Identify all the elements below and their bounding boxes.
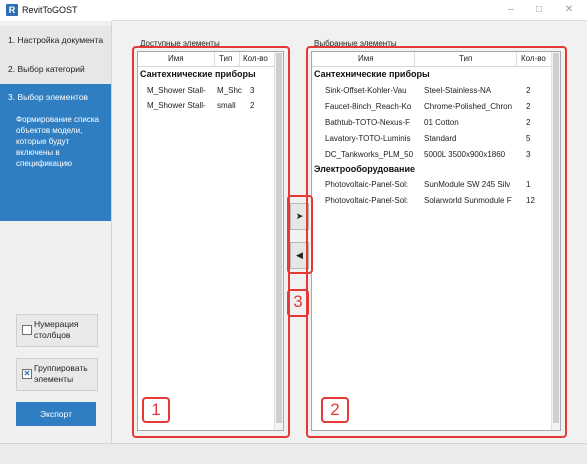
cell-type: Steel-Stainless-NA	[424, 86, 492, 95]
grouping-checkbox[interactable]: ✕	[23, 369, 31, 378]
step-description: Формирование списка объектов модели, которые будут включены в спецификацию	[16, 115, 99, 168]
cell-name: Lavatory-TOTO-Luminis	[325, 134, 411, 143]
cell-qty: 2	[526, 118, 531, 127]
group-header[interactable]: Сантехнические приборы	[314, 69, 430, 79]
maximize-button[interactable]: □	[535, 4, 543, 15]
callout-frame-selected	[306, 46, 567, 438]
group-header[interactable]: Сантехнические приборы	[140, 69, 256, 79]
cell-name: M_Shower Stall-	[147, 101, 206, 110]
cell-name: Sink-Offset-Kohler-Vau	[325, 86, 407, 95]
cell-qty: 12	[526, 196, 535, 205]
cell-type: 01 Cotton	[424, 118, 459, 127]
cell-qty: 3	[250, 86, 255, 95]
column-name[interactable]: Имя	[358, 54, 374, 63]
nav-item-element-selection[interactable]	[0, 84, 111, 221]
numbering-label: Нумерация столбцов	[34, 319, 79, 340]
cell-qty: 3	[526, 150, 531, 159]
cell-type: small	[217, 101, 236, 110]
cell-qty: 2	[526, 86, 531, 95]
close-button[interactable]: ✕	[564, 4, 574, 15]
add-to-selected-button[interactable]: ➤	[290, 203, 309, 230]
nav-item-document-settings[interactable]	[0, 26, 111, 56]
cell-type: 5000L 3500x900x1860	[424, 150, 506, 159]
numbering-checkbox[interactable]	[22, 325, 32, 335]
column-type[interactable]: Тип	[459, 54, 473, 63]
selected-title: Выбранные элементы	[314, 39, 397, 48]
cell-qty: 2	[250, 101, 255, 110]
grouping-option[interactable]	[16, 358, 98, 391]
nav-item-label: 3. Выбор элементов	[8, 92, 89, 102]
callout-number: 1	[142, 397, 170, 423]
cell-name: DC_Tankworks_PLM_50	[325, 150, 414, 159]
sidebar	[0, 21, 112, 443]
status-bar	[0, 443, 587, 464]
cell-name: Faucet-8inch_Reach-Ko	[325, 102, 412, 111]
title-bar	[0, 0, 587, 21]
numbering-option[interactable]	[16, 314, 98, 347]
callout-frame-available	[132, 46, 290, 438]
minimize-button[interactable]: –	[508, 4, 514, 15]
cell-name: Photovoltaic-Panel-Sol:	[325, 180, 409, 189]
cell-qty: 1	[526, 180, 531, 189]
cell-name: Photovoltaic-Panel-Sol:	[325, 196, 409, 205]
nav-item-label: 1. Настройка документа	[8, 35, 104, 45]
cell-name: M_Shower Stall-	[147, 86, 206, 95]
available-title: Доступные элементы	[140, 39, 220, 48]
column-qty[interactable]: Кол-во	[521, 54, 546, 63]
column-qty[interactable]: Кол-во	[243, 54, 268, 63]
remove-from-selected-button[interactable]: ◀	[290, 242, 309, 269]
nav-item-label: 2. Выбор категорий	[8, 64, 85, 74]
cell-type: Solarworld Sunmodule F	[424, 196, 512, 205]
window-title: RevitToGOST	[22, 5, 78, 15]
cell-type: SunModule SW 245 Silv	[424, 180, 511, 189]
nav-item-category-selection[interactable]	[0, 55, 111, 85]
cell-type: Standard	[424, 134, 457, 143]
callout-number: 3	[287, 289, 309, 317]
cell-name: Bathtub-TOTO-Nexus-F	[325, 118, 411, 127]
cell-qty: 5	[526, 134, 531, 143]
export-button[interactable]: Экспорт	[16, 402, 96, 426]
cell-type: M_Shc	[217, 86, 242, 95]
cell-qty: 2	[526, 102, 531, 111]
callout-frame-buttons	[287, 195, 313, 274]
cell-type: Chrome-Polished_Chron	[424, 102, 513, 111]
column-name[interactable]: Имя	[168, 54, 184, 63]
group-header[interactable]: Электрооборудование	[314, 164, 416, 174]
grouping-label: Группировать элементы	[34, 363, 88, 384]
column-type[interactable]: Тип	[219, 54, 233, 63]
app-icon: R	[6, 4, 18, 16]
callout-number: 2	[321, 397, 349, 423]
